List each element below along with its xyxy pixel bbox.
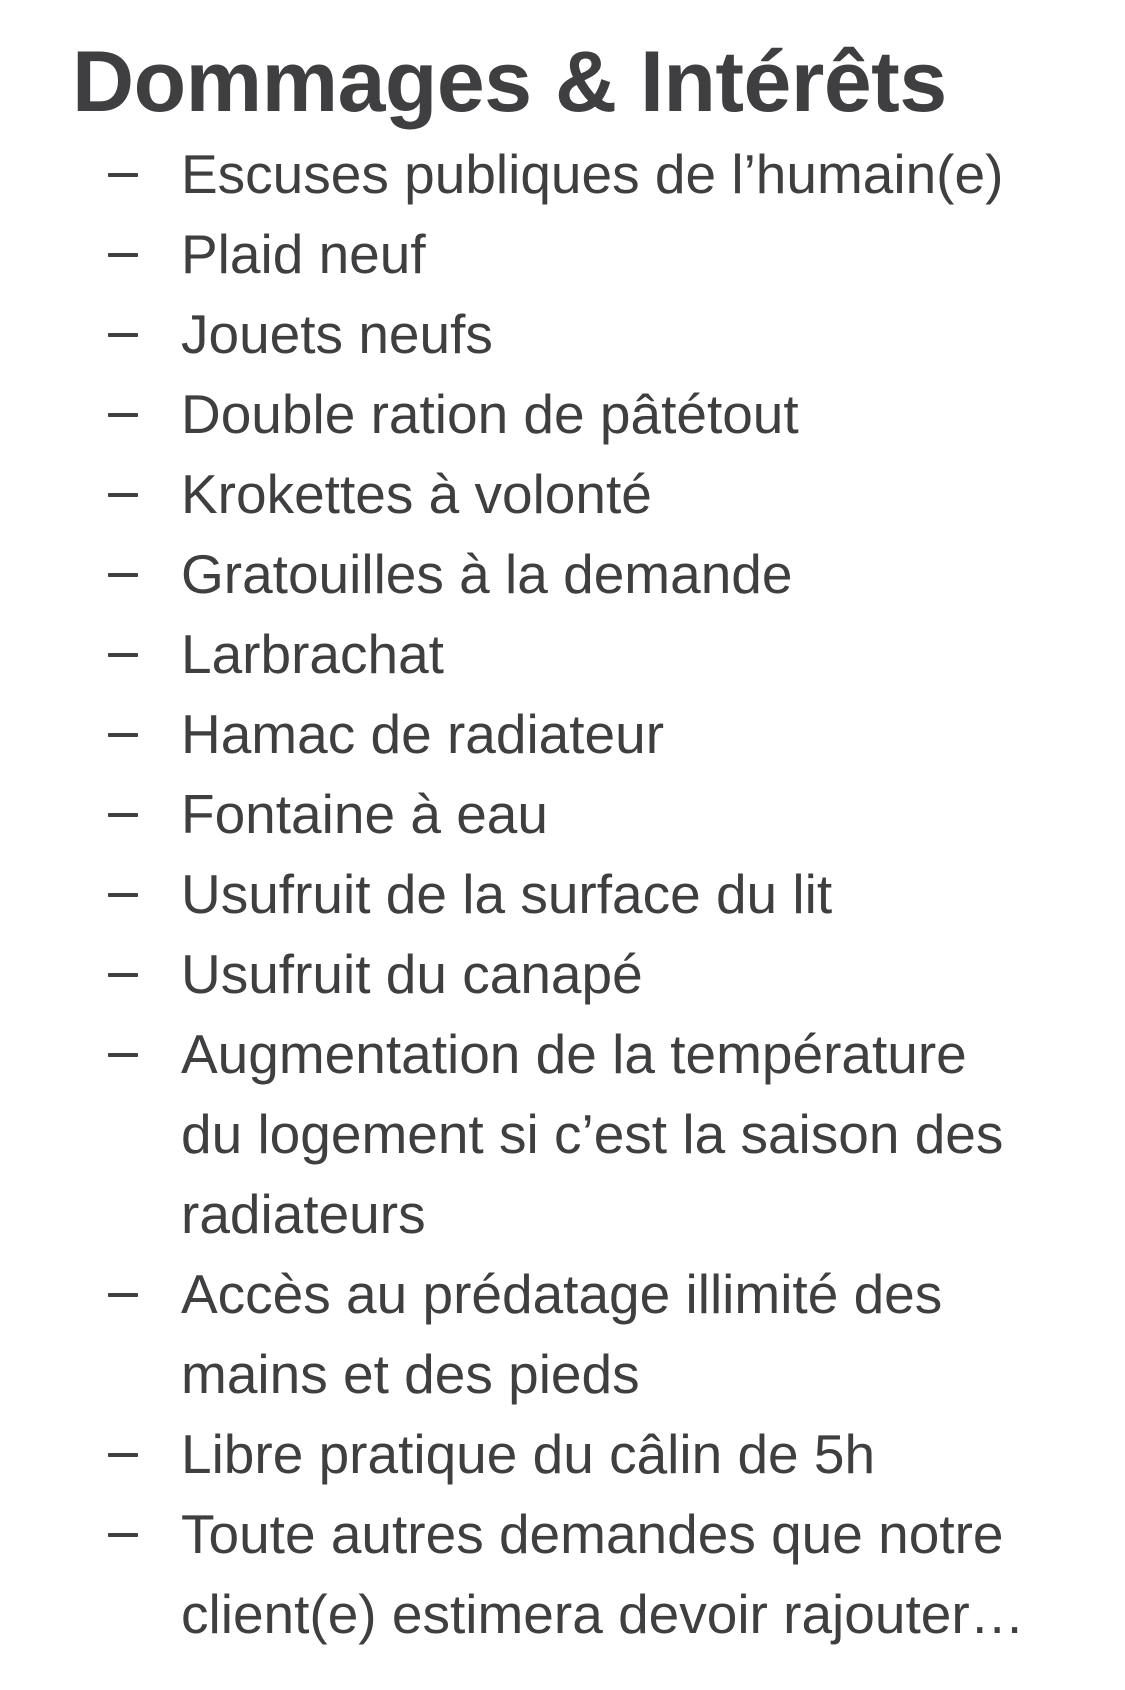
list-item	[72, 774, 1032, 854]
list-item	[72, 1414, 1032, 1494]
list-item-text: Double ration de pâtétout	[181, 383, 799, 445]
list-item	[72, 134, 1032, 214]
list-item	[72, 694, 1032, 774]
list-item-text: Gratouilles à la demande	[181, 543, 793, 605]
list-item-text: Larbrachat	[181, 623, 444, 685]
list-item	[72, 854, 1032, 934]
list-item-text: Plaid neuf	[181, 223, 426, 285]
list-item-text: Jouets neufs	[181, 303, 493, 365]
note-title: Dommages & Intérêts	[72, 34, 947, 130]
list-item-text: Augmentation de la température du logement si c’est la saison des radiateurs	[181, 1023, 1004, 1245]
list-item-text: Usufruit du canapé	[181, 943, 643, 1005]
list-item	[72, 534, 1032, 614]
list-item	[72, 454, 1032, 534]
list-item	[72, 294, 1032, 374]
list-item	[72, 1494, 1032, 1654]
list-item-text: Fontaine à eau	[181, 783, 548, 845]
list-item	[72, 614, 1032, 694]
list-item	[72, 374, 1032, 454]
list-item-text: Accès au prédatage illimité des mains et des pieds	[181, 1263, 943, 1405]
list-item-text: Escuses publiques de l’humain(e)	[181, 143, 1004, 205]
list-item-text: Hamac de radiateur	[181, 703, 665, 765]
list-item-text: Libre pratique du câlin de 5h	[181, 1423, 876, 1485]
list-item	[72, 1254, 1032, 1414]
list-item	[72, 1014, 1032, 1254]
list-item-text: Toute autres demandes que notre client(e) estimera devoir rajouter…	[181, 1503, 1025, 1645]
damages-list	[72, 134, 1125, 1654]
list-item-text: Usufruit de la surface du lit	[181, 863, 833, 925]
list-item-text: Krokettes à volonté	[181, 463, 652, 525]
list-item	[72, 214, 1032, 294]
list-item	[72, 934, 1032, 1014]
